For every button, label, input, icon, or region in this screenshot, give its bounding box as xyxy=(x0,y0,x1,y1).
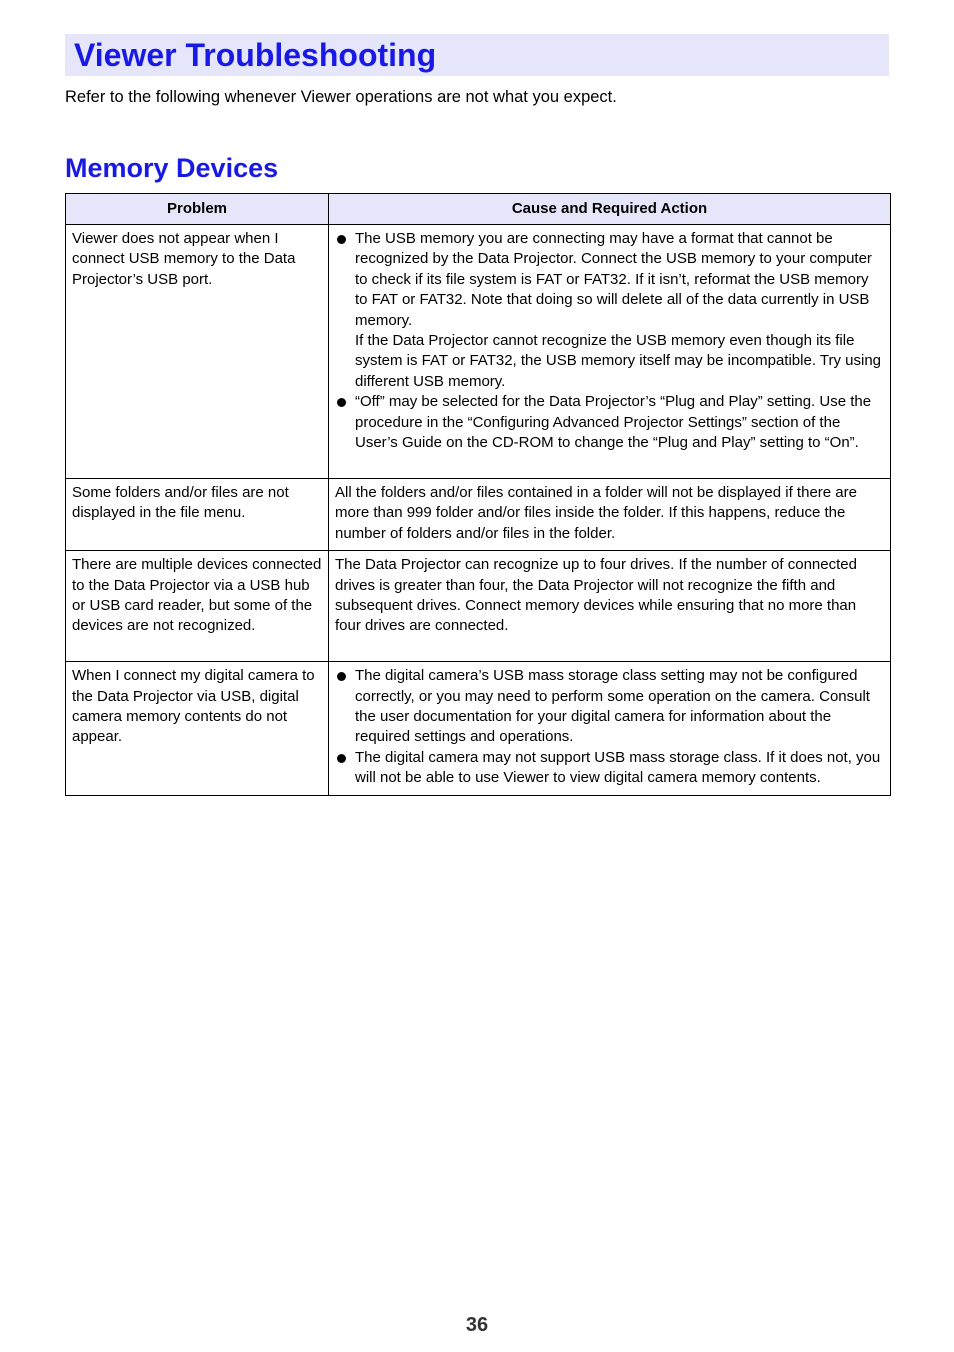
bullet-icon xyxy=(337,672,346,681)
section-heading: Memory Devices xyxy=(65,153,279,183)
list-item xyxy=(335,392,884,453)
page-number: 36 xyxy=(465,1314,489,1336)
problem-cell: There are multiple devices connected to the Data Projector via a USB hub or USB card reader, but some of the devices are not recognized. xyxy=(66,551,329,662)
problem-cell: When I connect my digital camera to the Data Projector via USB, digital camera memory contents do not appear. xyxy=(66,662,329,795)
problem-cell: Viewer does not appear when I connect USB memory to the Data Projector’s USB port. xyxy=(66,225,329,479)
bullet-icon xyxy=(337,398,346,407)
troubleshooting-table xyxy=(65,193,891,796)
list-item-text: “Off” may be selected for the Data Projector’s “Plug and Play” setting. Use the procedure in the “Configuring Advanced Projector Settings” section of the User’s Guide on the CD-ROM to change the “Plug and Play” setting to “On”. xyxy=(355,393,872,452)
table-row xyxy=(66,662,891,795)
problem-cell: Some folders and/or files are not displayed in the file menu. xyxy=(66,479,329,551)
bullet-icon xyxy=(337,754,346,763)
bullet-list xyxy=(335,229,884,453)
action-cell: The Data Projector can recognize up to four drives. If the number of connected drives is greater than four, the Data Projector will not recognize the fifth and subsequent drives. Connect memory devices while ensuring that no more than four drives are connected. xyxy=(329,551,891,662)
intro-text: Refer to the following whenever Viewer operations are not what you expect. xyxy=(65,88,617,106)
table-row xyxy=(66,551,891,662)
table-header-row xyxy=(66,194,891,225)
table-row xyxy=(66,225,891,479)
page-title: Viewer Troubleshooting xyxy=(74,37,437,73)
bullet-icon xyxy=(337,235,346,244)
action-cell: All the folders and/or files contained in a folder will not be displayed if there are more than 999 folder and/or files inside the folder. If this happens, reduce the number of folders and/or files in the folder. xyxy=(329,479,891,551)
title-bar xyxy=(65,34,889,76)
list-item-text: If the Data Projector cannot recognize the USB memory even though its file system is FAT or FAT32, the USB memory itself may be incompatible. Try using different USB memory. xyxy=(355,332,882,390)
column-header-action: Cause and Required Action xyxy=(329,194,891,225)
list-item-text: The digital camera’s USB mass storage class setting may not be configured correctly, or you may need to perform some operation on the camera. Consult the user documentation for your digital camera for information about the required settings and operations. xyxy=(355,667,870,746)
table-row xyxy=(66,479,891,551)
list-item-text: The USB memory you are connecting may have a format that cannot be recognized by the Data Projector. Connect the USB memory to your computer to check if its file system is FAT or FAT32. If it isn’t, reformat the USB memory to FAT or FAT32. Note that doing so will delete all of the data currently in USB memory. xyxy=(355,230,872,329)
bullet-list xyxy=(335,666,884,788)
column-header-problem: Problem xyxy=(66,194,329,225)
action-cell xyxy=(329,225,891,479)
list-item xyxy=(335,666,884,748)
list-item xyxy=(335,748,884,789)
list-item-text: The digital camera may not support USB mass storage class. If it does not, you will not be able to use Viewer to view digital camera memory contents. xyxy=(355,748,881,787)
list-item xyxy=(335,229,884,392)
action-cell xyxy=(329,662,891,795)
